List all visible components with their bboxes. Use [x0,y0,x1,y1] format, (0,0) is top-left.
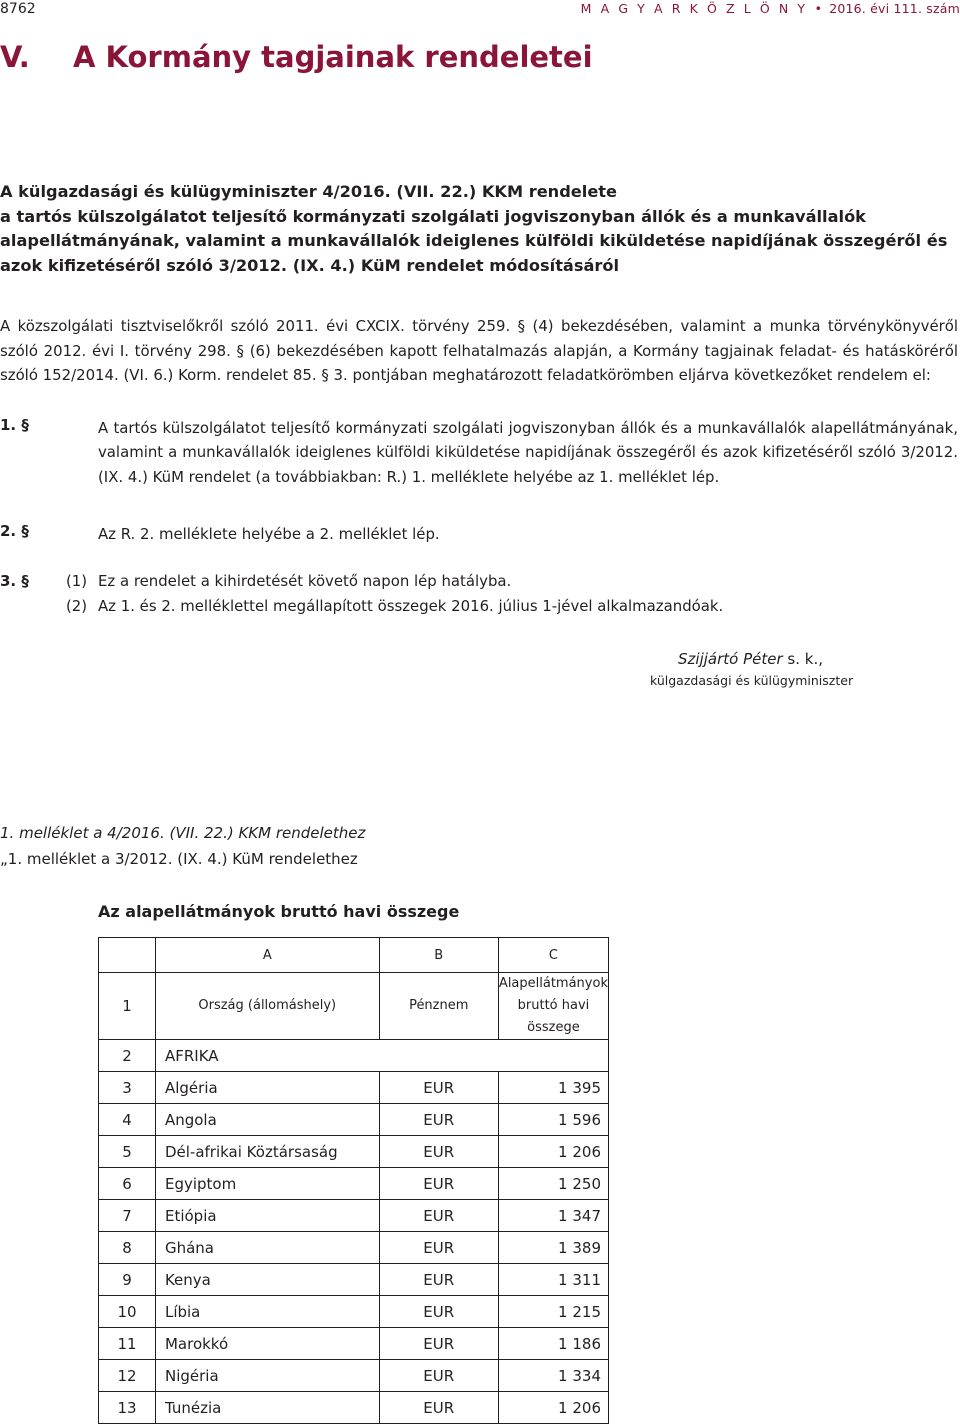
column-letter: B [379,938,498,973]
country-cell: Ghána [155,1232,379,1264]
currency-cell: EUR [379,1136,498,1168]
currency-cell: EUR [379,1232,498,1264]
amount-cell: 1 250 [498,1168,608,1200]
amount-header-line2: bruttó havi összege [517,998,590,1035]
decree-title-line: a tartós külszolgálatot teljesítő kormányzati szolgálati jogviszonyban állók és a munkavállalók [0,206,866,226]
amount-cell: 1 206 [498,1392,608,1424]
table-row [99,1072,609,1104]
row-number: 12 [99,1360,156,1392]
amount-cell: 1 215 [498,1296,608,1328]
amount-cell: 1 347 [498,1200,608,1232]
amount-cell: 1 206 [498,1136,608,1168]
currency-cell: EUR [379,1104,498,1136]
signer-name: Szijjártó Péter [678,650,783,668]
section-3-number: 3. § [0,572,29,590]
country-cell: Etiópia [155,1200,379,1232]
amount-header-line1: Alapellátmányok [498,976,608,991]
issue-number: 2016. évi 111. szám [829,1,960,16]
row-number: 4 [99,1104,156,1136]
country-cell: Líbia [155,1296,379,1328]
currency-cell: EUR [379,1200,498,1232]
annex-heading: 1. melléklet a 4/2016. (VII. 22.) KKM rendelethez [0,824,366,842]
section-title: A Kormány tagjainak rendeletei [73,40,593,74]
section-3-sub2-label: (2) [66,597,88,615]
row-number: 8 [99,1232,156,1264]
column-letter: C [498,938,608,973]
currency-cell: EUR [379,1328,498,1360]
column-letter-row [99,938,609,973]
section-2-text: Az R. 2. melléklete helyébe a 2. melléklet lép. [98,525,440,543]
table-row [99,1392,609,1424]
row-number: 5 [99,1136,156,1168]
journal-name: M A G Y A R K Ö Z L Ö N Y [580,1,808,16]
section-2-number: 2. § [0,522,29,540]
decree-title-line: A külgazdasági és külügyminiszter 4/2016. (VII. 22.) KKM rendelete [0,182,618,201]
signature-name [678,650,823,668]
table-row [99,1296,609,1328]
running-header [581,1,960,16]
row-number: 6 [99,1168,156,1200]
column-header-row [99,973,609,1040]
header-separator: • [814,1,823,16]
table-row [99,1104,609,1136]
currency-cell: EUR [379,1264,498,1296]
empty-corner-cell [99,938,156,973]
region-name: AFRIKA [155,1040,608,1072]
country-cell: Dél-afrikai Köztársaság [155,1136,379,1168]
amount-cell: 1 389 [498,1232,608,1264]
amount-cell: 1 186 [498,1328,608,1360]
currency-cell: EUR [379,1296,498,1328]
decree-title-line: azok kifizetéséről szóló 3/2012. (IX. 4.) KüM rendelet módosításáról [0,255,620,275]
column-letter: A [155,938,379,973]
region-row [99,1040,609,1072]
country-cell: Egyiptom [155,1168,379,1200]
row-number: 13 [99,1392,156,1424]
row-number: 10 [99,1296,156,1328]
section-heading [0,40,593,74]
country-cell: Kenya [155,1264,379,1296]
table-row [99,1136,609,1168]
amount-cell: 1 311 [498,1264,608,1296]
currency-cell: EUR [379,1072,498,1104]
table-row [99,1200,609,1232]
country-cell: Algéria [155,1072,379,1104]
currency-cell: EUR [379,1168,498,1200]
row-number: 9 [99,1264,156,1296]
section-number: V. [0,40,30,74]
currency-cell: EUR [379,1360,498,1392]
row-number: 7 [99,1200,156,1232]
country-cell: Nigéria [155,1360,379,1392]
country-header: Ország (állomáshely) [155,973,379,1040]
country-cell: Tunézia [155,1392,379,1424]
table-title: Az alapellátmányok bruttó havi összege [98,902,460,921]
country-cell: Marokkó [155,1328,379,1360]
signer-title: külgazdasági és külügyminiszter [650,673,854,688]
row-number: 11 [99,1328,156,1360]
page-number: 8762 [0,1,36,17]
signer-suffix: s. k., [782,650,823,668]
table-row [99,1264,609,1296]
row-number: 2 [99,1040,156,1072]
annex-subheading: „1. melléklet a 3/2012. (IX. 4.) KüM rendelethez [0,850,358,868]
table-row [99,1232,609,1264]
amount-cell: 1 334 [498,1360,608,1392]
row-number: 3 [99,1072,156,1104]
section-3-sub2-text: Az 1. és 2. melléklettel megállapított összegek 2016. július 1-jével alkalmazandóak. [98,597,724,615]
country-cell: Angola [155,1104,379,1136]
amount-cell: 1 596 [498,1104,608,1136]
row-number: 1 [99,973,156,1040]
amount-cell: 1 395 [498,1072,608,1104]
table-row [99,1360,609,1392]
preamble: A közszolgálati tisztviselőkről szóló 2011. évi CXCIX. törvény 259. § (4) bekezdésében, valamint a munka törvénykönyvéről szóló 2012. évi I. törvény 298. § (6) bekezdésében kapott felhatalmazás alapján, a Kormány tagjainak feladat- és hatásköréről szóló 152/2014. (VI. 6.) Korm. rendelet 85. § 3. pontjában meghatározott feladatkörömben eljárva következőket rendelem el: [0,317,958,384]
amount-header [498,973,608,1040]
currency-cell: EUR [379,1392,498,1424]
section-1-number: 1. § [0,416,29,434]
currency-header: Pénznem [379,973,498,1040]
section-3-sub1-label: (1) [66,572,88,590]
decree-title-line: alapellátmányának, valamint a munkavállalók ideiglenes külföldi kiküldetése napidíjának összegéről és [0,231,948,251]
section-1-text: A tartós külszolgálatot teljesítő kormányzati szolgálati jogviszonyban állók és a munkavállalók alapellátmányának, valamint a munkavállalók ideiglenes külföldi kiküldetése napidíjának összegéről és azok kifizetéséről szóló 3/2012. (IX. 4.) KüM rendelet (a továbbiakban: R.) 1. melléklete helyébe az 1. melléklet lép. [98,419,958,486]
decree-title [0,180,960,278]
allowance-table [98,937,609,1424]
table-row [99,1328,609,1360]
table-row [99,1168,609,1200]
section-3-sub1-text: Ez a rendelet a kihirdetését követő napon lép hatályba. [98,572,512,590]
